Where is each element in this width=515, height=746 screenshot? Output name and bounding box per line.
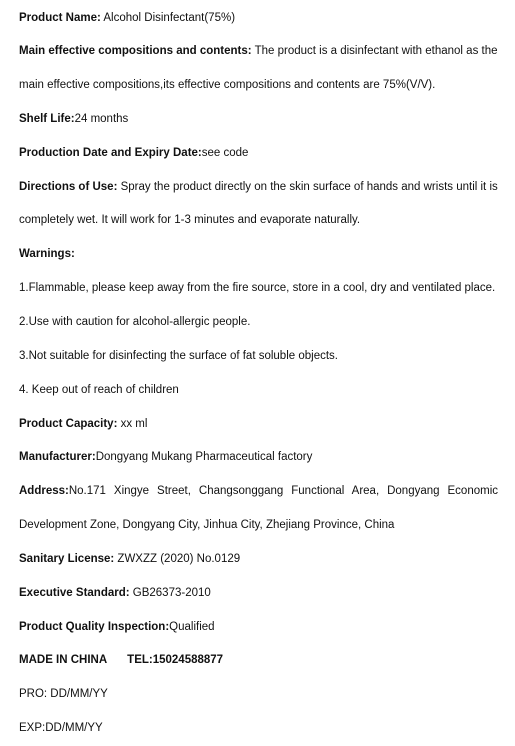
production-date-line — [19, 145, 498, 161]
warning-item-4: 4. Keep out of reach of children — [19, 384, 179, 396]
compositions-line-2 — [19, 77, 498, 93]
product-name-value: Alcohol Disinfectant(75%) — [100, 12, 236, 24]
pro-text: PRO: DD/MM/YY — [19, 688, 108, 700]
pro-line — [19, 686, 498, 702]
address-line-1 — [19, 483, 498, 499]
warning-item — [19, 348, 498, 364]
compositions-line-1 — [19, 43, 498, 59]
address-value-2: Development Zone, Dongyang City, Jinhua City, Zhejiang Province, China — [19, 519, 395, 531]
capacity-label: Product Capacity: — [19, 418, 118, 430]
compositions-label: Main effective compositions and contents: — [19, 45, 252, 57]
capacity-value: xx ml — [117, 418, 148, 430]
capacity-line — [19, 416, 498, 432]
warning-item — [19, 314, 498, 330]
warnings-heading-line — [19, 246, 498, 262]
manufacturer-line — [19, 449, 498, 465]
manufacturer-label: Manufacturer: — [19, 451, 96, 463]
made-in-text: MADE IN CHINA — [19, 654, 108, 666]
address-line-2 — [19, 517, 498, 533]
quality-inspection-line — [19, 619, 498, 635]
directions-value-1: Spray the product directly on the skin surface of hands and wrists until it is — [117, 181, 498, 193]
production-date-value: see code — [201, 147, 249, 159]
shelf-life-line — [19, 111, 498, 127]
compositions-value-1: The product is a disinfectant with ethanol as the — [251, 45, 498, 57]
manufacturer-value: Dongyang Mukang Pharmaceutical factory — [95, 451, 313, 463]
address-label: Address: — [19, 485, 69, 497]
compositions-value-2: main effective compositions,its effective compositions and contents are 75%(V/V). — [19, 79, 436, 91]
directions-line-1 — [19, 179, 498, 195]
sanitary-license-label: Sanitary License: — [19, 553, 115, 565]
warning-item — [19, 382, 498, 398]
exp-line — [19, 720, 498, 736]
directions-value-2: completely wet. It will work for 1-3 minutes and evaporate naturally. — [19, 214, 361, 226]
quality-inspection-label: Product Quality Inspection: — [19, 621, 170, 633]
shelf-life-label: Shelf Life: — [19, 113, 75, 125]
warnings-label: Warnings: — [19, 248, 75, 260]
sanitary-license-line — [19, 551, 498, 567]
executive-standard-line — [19, 585, 498, 601]
sanitary-license-value: ZWXZZ (2020) No.0129 — [114, 553, 241, 565]
address-value-1: No.171 Xingye Street, Changsonggang Functional Area, Dongyang Economic — [68, 485, 498, 497]
directions-line-2 — [19, 212, 498, 228]
quality-inspection-value: Qualified — [169, 621, 215, 633]
product-name-label: Product Name: — [19, 12, 101, 24]
warning-item — [19, 280, 498, 296]
directions-label: Directions of Use: — [19, 181, 118, 193]
warning-item-2: 2.Use with caution for alcohol-allergic people. — [19, 316, 251, 328]
executive-standard-value: GB26373-2010 — [129, 587, 211, 599]
production-date-label: Production Date and Expiry Date: — [19, 147, 202, 159]
made-in-line — [19, 652, 498, 668]
warning-item-1: 1.Flammable, please keep away from the fire source, store in a cool, dry and ventilated place. — [19, 282, 496, 294]
executive-standard-label: Executive Standard: — [19, 587, 130, 599]
exp-text: EXP:DD/MM/YY — [19, 722, 103, 734]
product-name-line — [19, 10, 498, 26]
telephone-text: TEL:15024588877 — [127, 654, 224, 666]
warning-item-3: 3.Not suitable for disinfecting the surface of fat soluble objects. — [19, 350, 338, 362]
shelf-life-value: 24 months — [74, 113, 129, 125]
